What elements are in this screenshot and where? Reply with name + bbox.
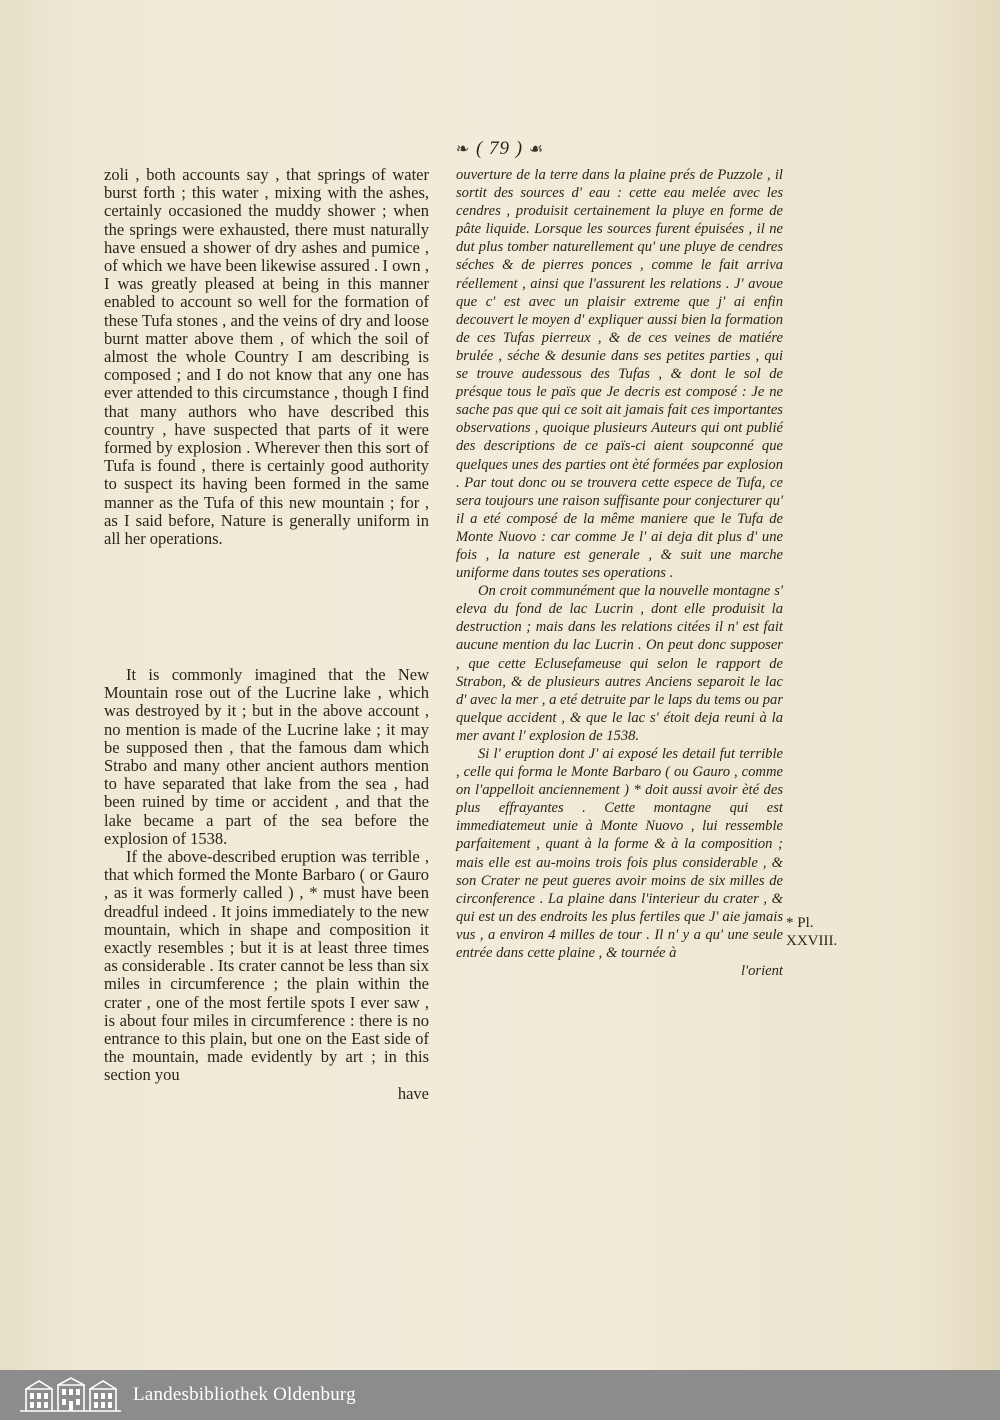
french-paragraph-1: ouverture de la terre dans la plaine prés de Puzzole , il sortit des sources d' eau : cette eau melée avec les cendres , produisit certainement la pluye en forme de pâte liquide. Lorsque les sources furent épuisées , il ne dut plus tomber naturellement qu' une pluye de cendres séches & de pierres ponces , comme le fait arriva réellement , ainsi que l'assurent les relations . J' avoue que c' est avec un plaisir extreme que j' ai enfin decouvert le moyen d' expliquer aussi bien la formation de ces Tufas pierreux , & de ces veines de matiére brulée , séche & desunie dans ses petites parties , qui se trouve audessous des Tufas , & dont le sol de présque tous le païs que Je decris est composé : Je ne sache pas que qui ce soit ait jamais fait ces importantes observations , quoique plusieurs Auteurs qui ont publié des descriptions de ce païs-ci aient soupconné que quelques unes des parties ont èté formées par explosion . Par tout donc ou se trouvera cette espece de Tufa, ce sera toujours une raison suffisante pour conjecturer qu' il a eté composé de la même maniere que le Tufa de Monte Nuovo : car comme Je l' ai deja dit plus d' une fois , la nature est generale , & suit une marche uniforme dans toutes ses operations . bbox=[456, 167, 783, 582]
english-catchword: have bbox=[397, 1083, 429, 1103]
french-paragraph-3: Si l' eruption dont J' ai exposé les detail fut terrible , celle qui forma le Monte Barbaro ( ou Gauro , comme on l'appelloit anciennement ) * doit aussi avoir èté des plus effrayantes . Cette montagne qui est immediatemeut unie à Monte Nuovo , lui ressemble parfaitement , quant à la forme & à la composition ; mais elle est au-moins trois fois plus considerable , & son Crater ne peut gueres avoir moins de six milles de circonference . La plaine dans l'interieur du crater , & qui est un des endroits les plus fertiles que J' aie jamais vus , a environ 4 milles de tour . Il n' y a qu' une seule entrée dans cette plaine , & tournée à bbox=[456, 746, 783, 962]
library-name: Landesbibliothek Oldenburg bbox=[133, 1384, 356, 1405]
plate-margin-note bbox=[786, 914, 837, 950]
english-paragraph-2: It is commonly imagined that the New Mountain rose out of the Lucrine lake , which was destroyed by it ; but in the above account , no mention is made of the Lucrine lake ; it may be supposed then , that the famous dam which Strabo and many other ancient authors mention to have separated that lake from the sea , had been ruined by time or accident , and that the lake became a part of the sea before the explosion of 1538. bbox=[104, 665, 429, 848]
right-ornament: ☙ bbox=[528, 141, 545, 158]
french-column bbox=[456, 166, 783, 980]
french-catchword: l'orient bbox=[740, 963, 783, 980]
english-paragraph-1: zoli , both accounts say , that springs of water burst forth ; this water , mixing with the ashes, certainly occasioned the muddy shower ; when the springs were exhausted, there must naturally have ensued a shower of dry ashes and pumice , of which we have been likewise assured . I own , I was greatly pleased at being in this manner enabled to account so well for the formation of these Tufa stones , and the veins of dry and loose burnt matter above them , of which the soil of almost the whole Country I am describing is composed ; and I do not know that any one has ever attended to this circumstance , though I find that many authors who have described this country , have suspected that parts of it were formed by explosion . Wherever then this sort of Tufa is found , there is certainly good authority to suspect its having been formed in the same manner as the Tufa of this new mountain ; for , as I said before, Nature is generally uniform in all her operations. bbox=[104, 165, 429, 549]
french-paragraph-2: On croit communément que la nouvelle montagne s' eleva du fond de lac Lucrin , dont elle produisit la destruction ; mais dans les relations citées il n' est fait aucune mention du lac Lucrin . On peut donc supposer , que cette Eclusefameuse qui selon le rapport de Strabon, & de plusieurs autres Anciens separoit le lac d' avec la mer , a eté detruite par le laps du tems ou par quelque accident , & que le lac s' étoit deja reuni à la mer avant l' explosion de 1538. bbox=[456, 583, 783, 744]
english-column-lower bbox=[104, 666, 429, 1103]
english-column bbox=[104, 166, 429, 548]
library-building-icon bbox=[18, 1375, 123, 1415]
page-number-header bbox=[0, 138, 1000, 160]
margin-note-line-1: * Pl. bbox=[786, 915, 814, 931]
library-footer-bar bbox=[0, 1370, 1000, 1420]
left-ornament: ❧ bbox=[455, 141, 471, 158]
english-paragraph-3: If the above-described eruption was terrible , that which formed the Monte Barbaro ( or Gauro , as it was formerly called ) , * must have been dreadful indeed . It joins immediately to the new mountain, which in shape and composition it exactly resembles ; but it is at least three times as considerable . Its crater cannot be less than six miles in circumference ; the plain within the crater , one of the most fertile spots I ever saw , is about four miles in circumference : there is no entrance to this plain, but one on the East side of the mountain, made evidently by art ; in this section you bbox=[104, 847, 429, 1085]
margin-note-line-2: XXVIII. bbox=[786, 933, 838, 949]
page-number: ( 79 ) bbox=[475, 138, 524, 159]
